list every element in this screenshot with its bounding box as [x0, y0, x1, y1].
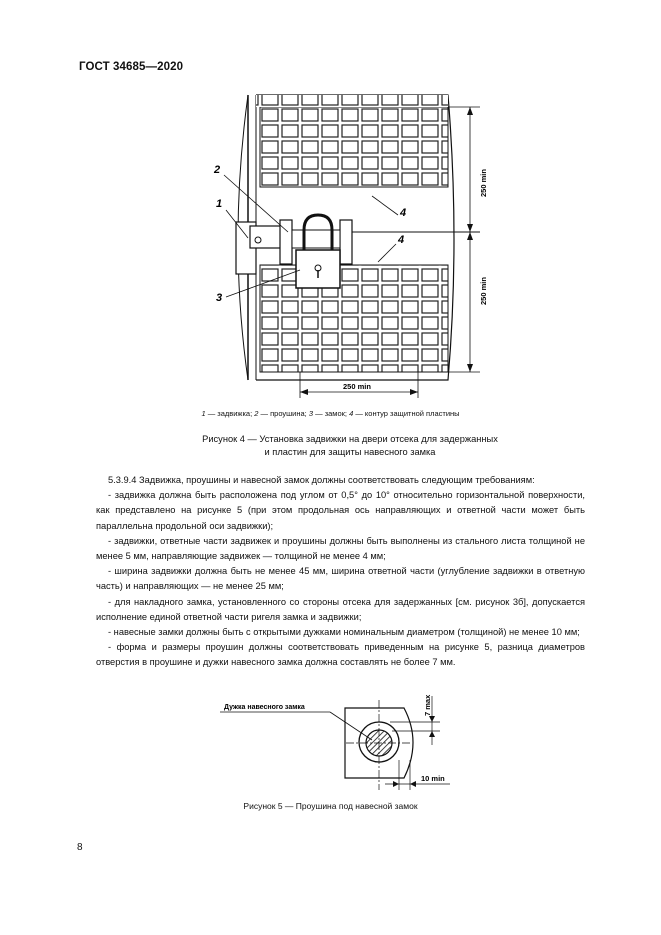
figure-4-legend: 1 — задвижка; 2 — проушина; 3 — замок; 4 — контур защитной пластины: [201, 409, 460, 418]
protection-plate-lower: [260, 265, 448, 372]
callout-4-upper: 4: [400, 207, 407, 219]
figure-5-caption: Рисунок 5 — Проушина под навесной замок: [243, 801, 418, 811]
paragraph: - задвижки, ответные части задвижек и проушины должны быть выполнены из стального листа толщиной не менее 5 мм, направляющие задвижек — толщиной не менее 4 мм;: [96, 535, 585, 562]
page-number: 8: [77, 842, 83, 853]
figure-5-drawing: [0, 680, 661, 790]
figure-5-dim-vertical: 7 max: [423, 694, 432, 716]
eyelet-right: [340, 220, 352, 264]
paragraph: - навесные замки должны быть с открытыми дужками номинальным диаметром (толщиной) не менее 10 мм;: [108, 627, 580, 638]
callout-1: 1: [216, 198, 223, 210]
protection-plate-upper: [260, 107, 448, 187]
paragraph: - форма и размеры проушин должны соответствовать приведенным на рисунке 5, разница диаметров отверстия в проушине и дужки навесного замка должна составлять не более 7 мм.: [96, 642, 585, 668]
callout-4-lower: 4: [398, 234, 405, 246]
dim-vertical-label-upper: 250 min: [479, 169, 488, 197]
callout-3: 3: [216, 292, 223, 304]
figure-5-dim-horizontal: 10 min: [421, 774, 445, 783]
paragraph: 5.3.9.4 Задвижка, проушины и навесной замок должны соответствовать следующим требованиям:: [108, 475, 535, 485]
paragraph: - для накладного замка, установленного со стороны отсека для задержанных [см. рисунок 3б], допускается исполнение единой ответной части ригеля замка и задвижки;: [96, 596, 585, 622]
requirements-text: [96, 473, 585, 671]
padlock: [296, 250, 340, 288]
figure-5-label: Дужка навесного замка: [224, 704, 305, 711]
dim-vertical-label-lower: 250 min: [479, 277, 488, 305]
document-header: ГОСТ 34685—2020: [79, 61, 184, 73]
callout-2: 2: [214, 164, 221, 176]
paragraph: - задвижка должна быть расположена под углом от 0,5° до 10° относительно горизонтальной поверхности, как представлено на рисунке 5 (при этом продольная ось направляющих и ответной части может быть параллельна продольной оси задвижки);: [96, 490, 585, 531]
dim-horizontal-label: 250 min: [343, 382, 371, 391]
figure-4-caption: Рисунок 4 — Установка задвижки на двери отсека для задержанных и пластин для защиты навесного замка: [202, 434, 498, 457]
figure-4-drawing: [0, 85, 661, 405]
paragraph: - ширина задвижки должна быть не менее 45 мм, ширина ответной части (углубление задвижки в ответную часть) и направляющих — не менее 25 мм;: [96, 566, 585, 592]
